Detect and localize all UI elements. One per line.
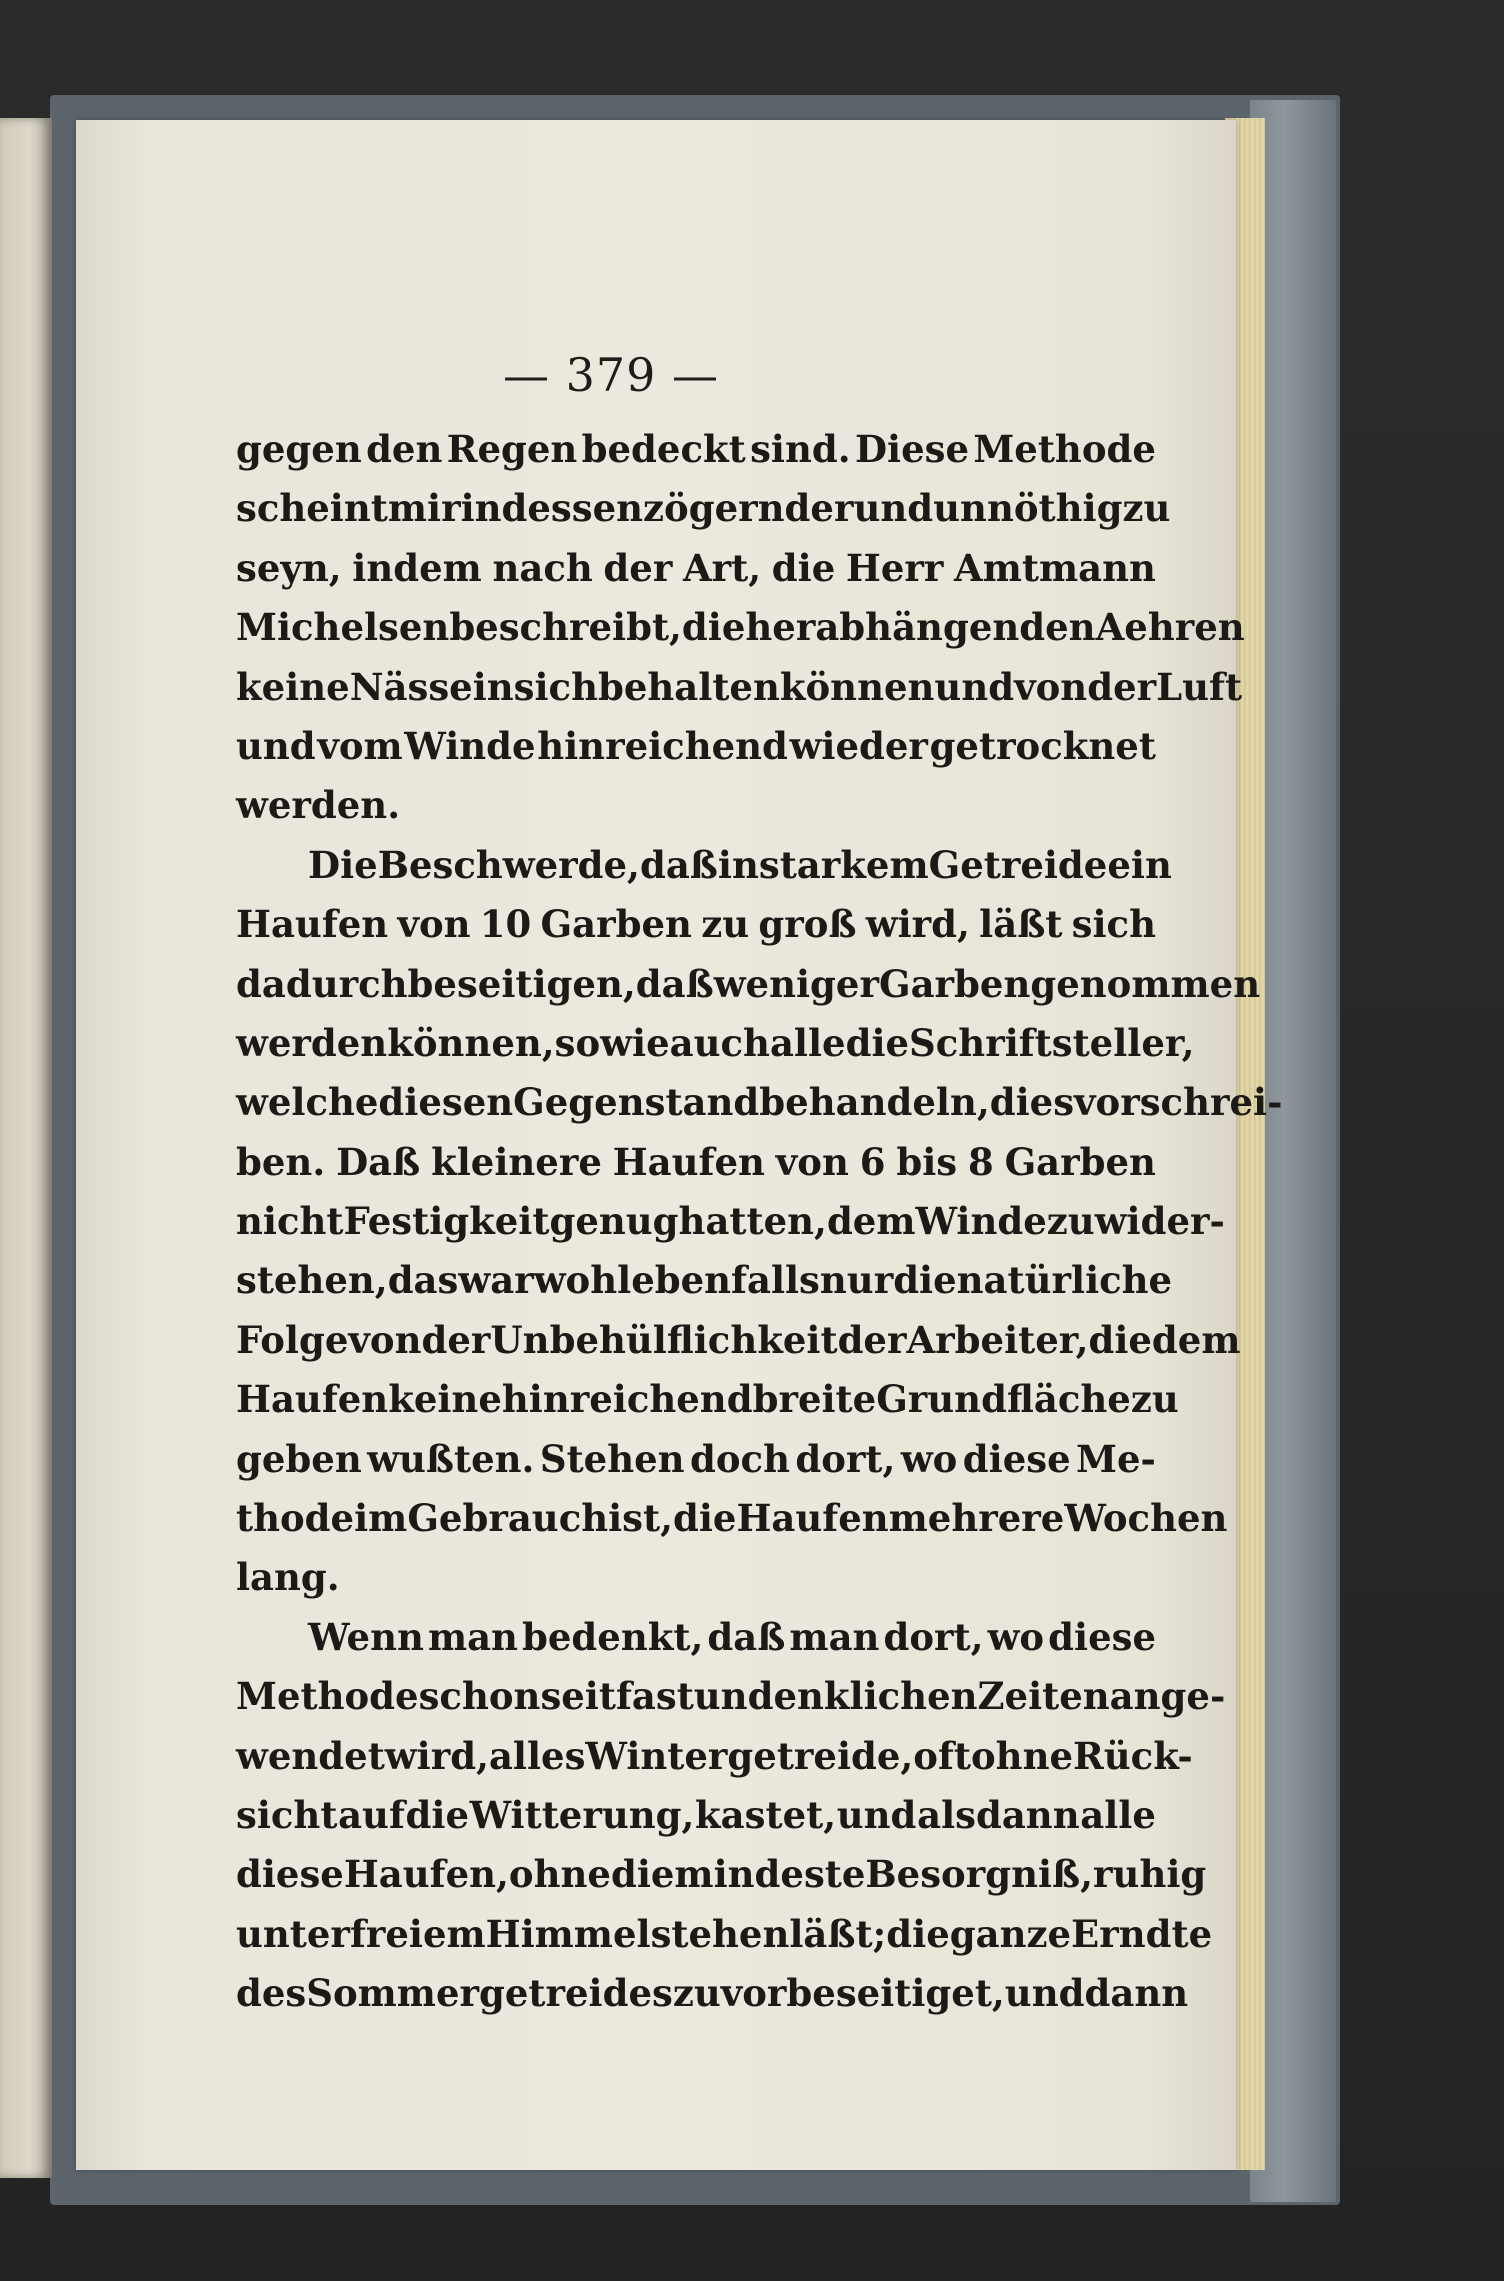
word: welche [236, 1080, 379, 1125]
word: Regen [446, 427, 578, 471]
word: wendet [236, 1733, 385, 1778]
word: werden [236, 1020, 388, 1065]
word: auch [669, 1020, 770, 1065]
word: Garben [540, 902, 692, 947]
word: von [1014, 664, 1088, 709]
word: wo [900, 1436, 958, 1481]
word: behalten [597, 664, 780, 709]
word: diese [236, 1852, 344, 1897]
word: Haufen [236, 902, 389, 947]
word: des [236, 1971, 307, 2016]
word: zuvor [672, 1971, 787, 2016]
word: keine [388, 1377, 502, 1422]
word: Haufen [236, 1377, 389, 1422]
word: beschreibt, [449, 605, 682, 650]
text-line [236, 1192, 1225, 1251]
word: läßt [979, 902, 1063, 947]
word: behandeln, [759, 1080, 990, 1125]
word: keine [236, 664, 350, 709]
text-line [236, 1608, 1156, 1667]
word: Luft [1156, 664, 1243, 709]
word: läßt; [789, 1911, 887, 1956]
word: stehen [650, 1911, 790, 1956]
text-line [236, 1786, 1156, 1845]
word: dort, [883, 1614, 984, 1659]
word: wird, [865, 902, 970, 947]
word: der [837, 1317, 907, 1362]
word: daß [639, 842, 718, 887]
word: den [366, 427, 443, 471]
word: können, [387, 1020, 555, 1065]
word: fast [615, 1674, 694, 1719]
word: die [886, 1911, 950, 1956]
word: beseitigen, [407, 961, 636, 1006]
word: zögernder [643, 486, 854, 531]
text-line [236, 1251, 1173, 1310]
text-line [236, 1311, 1241, 1370]
word: sind. [750, 427, 851, 471]
text-line [236, 1667, 1226, 1726]
word: Winde [915, 1199, 1047, 1244]
word: Besorgniß, [865, 1852, 1094, 1897]
word: natürliche [956, 1258, 1173, 1303]
word: gegen [236, 427, 362, 471]
word: ben. [236, 1139, 326, 1184]
word: Sommergetreides [306, 1971, 673, 2016]
word: Gegenstand [513, 1080, 760, 1125]
word: nur [819, 1258, 894, 1303]
word: Getreide [928, 842, 1108, 887]
word: daß [707, 1614, 786, 1659]
word: bedeckt [581, 427, 746, 471]
word: in [717, 842, 759, 887]
word: Rück- [1073, 1733, 1193, 1778]
word: der [421, 1317, 491, 1362]
text-line [236, 895, 1156, 954]
book-page [76, 120, 1283, 2170]
word: Methode [236, 1674, 419, 1719]
word: genug [549, 1199, 679, 1244]
word: indem [352, 545, 482, 590]
word: Garben [878, 961, 1031, 1006]
word: das [387, 1258, 459, 1303]
word: oft [913, 1733, 971, 1778]
left-page-edge [0, 118, 52, 2178]
word: 8 [967, 1139, 994, 1184]
word: dem [826, 1199, 916, 1244]
word: ruhig [1093, 1852, 1207, 1897]
text-line [236, 1489, 1228, 1548]
word: die [771, 545, 836, 590]
word: Wintergetreide, [585, 1733, 914, 1778]
word: diesen [378, 1080, 514, 1125]
word: auf [338, 1792, 405, 1837]
word: können [779, 664, 935, 709]
word: unnöthig [933, 486, 1123, 531]
text-line [236, 836, 1172, 895]
word: indessen [460, 486, 644, 531]
word: bis [896, 1139, 958, 1184]
word: Beschwerde, [377, 842, 640, 887]
word: getrocknet [929, 723, 1156, 768]
word: Wochen [1064, 1496, 1228, 1541]
word: ist, [608, 1496, 673, 1541]
word: Methode [973, 427, 1156, 471]
word: 6 [859, 1139, 886, 1184]
word: ohne [970, 1733, 1074, 1778]
word: seyn, [236, 545, 342, 590]
word: alle [769, 1020, 846, 1065]
word: Erndte [1071, 1911, 1213, 1956]
page-number: — 379 — [502, 348, 720, 402]
word: diese [962, 1436, 1071, 1481]
word: 10 [479, 902, 532, 947]
word: weniger [713, 961, 879, 1006]
word: Daß [336, 1139, 421, 1184]
word: ohne [508, 1852, 611, 1897]
word: dies [989, 1080, 1075, 1125]
word: starkem [758, 842, 929, 887]
text-line [236, 1727, 1193, 1786]
word: Himmel [485, 1911, 651, 1956]
word: wußten. [367, 1436, 535, 1481]
text-line: lang. [236, 1555, 340, 1600]
word: Stehen [539, 1436, 685, 1481]
text-line [236, 1133, 1156, 1192]
body-text [236, 420, 1283, 2024]
word: Herr [845, 545, 944, 590]
word: von [397, 902, 471, 947]
text-line [236, 1370, 1179, 1429]
word: kastet, [695, 1792, 837, 1837]
word: wider- [1094, 1199, 1225, 1244]
word: dadurch [236, 961, 408, 1006]
word: schon [418, 1674, 541, 1719]
word: die [1088, 1317, 1152, 1362]
word: geben [236, 1436, 362, 1481]
word: ganze [949, 1911, 1072, 1956]
word: Gebrauch [407, 1496, 609, 1541]
word: Die [308, 842, 378, 887]
word: hinreichend [501, 1377, 753, 1422]
word: mir [387, 486, 461, 531]
word: Festigkeit [343, 1199, 550, 1244]
word: alle [1080, 1792, 1156, 1837]
word: Haufen, [343, 1852, 509, 1897]
word: stehen, [236, 1258, 388, 1303]
word: Me- [1076, 1436, 1156, 1481]
word: von [775, 1139, 849, 1184]
word: vom [317, 723, 403, 768]
word: Art, [682, 545, 762, 590]
text-line [236, 598, 1245, 657]
word: die [681, 605, 746, 650]
word: wo [987, 1614, 1045, 1659]
word: ein [1107, 842, 1172, 887]
word: Aehren [1095, 605, 1245, 650]
word: Diese [854, 427, 969, 471]
text-line [236, 1964, 1189, 2023]
word: man [789, 1614, 880, 1659]
word: thode [236, 1496, 355, 1541]
word: mindeste [674, 1852, 866, 1897]
word: sicht [236, 1792, 338, 1837]
word: die [405, 1792, 469, 1837]
word: zu [1122, 486, 1171, 531]
word: beseitiget, [786, 1971, 1005, 2016]
word: Unbehülflichkeit [490, 1317, 838, 1362]
word: und [236, 723, 316, 768]
word: im [354, 1496, 408, 1541]
word: Michelsen [236, 605, 450, 650]
text-line [236, 1430, 1156, 1489]
word: und [1004, 1971, 1085, 2016]
word: dem [1151, 1317, 1241, 1362]
word: und [853, 486, 934, 531]
word: zu [701, 902, 750, 947]
word: dort, [795, 1436, 896, 1481]
word: Amtmann [954, 545, 1156, 590]
word: herabhängenden [745, 605, 1096, 650]
word: sich [1071, 902, 1156, 947]
text-line [236, 539, 1156, 598]
word: Arbeiter, [906, 1317, 1089, 1362]
word: der [603, 545, 673, 590]
word: Folge [236, 1317, 349, 1362]
word: die [610, 1852, 675, 1897]
word: Garben [1004, 1139, 1156, 1184]
text-line [236, 1014, 1195, 1073]
word: Winde [404, 723, 536, 768]
word: Witterung, [469, 1792, 695, 1837]
word: hinreichend [537, 723, 788, 768]
word: von [348, 1317, 422, 1362]
word: wieder [789, 723, 928, 768]
word: der [1087, 664, 1157, 709]
word: man [427, 1614, 518, 1659]
word: groß [758, 902, 857, 947]
text-line [236, 1905, 1213, 1964]
word: hatten, [678, 1199, 827, 1244]
word: scheint [236, 486, 388, 531]
word: wie [600, 1020, 670, 1065]
word: zu [1046, 1199, 1095, 1244]
word: Haufen [612, 1139, 765, 1184]
word: alles [488, 1733, 586, 1778]
word: war [458, 1258, 534, 1303]
text-line [236, 1845, 1207, 1904]
word: sich [513, 664, 598, 709]
word: wird, [384, 1733, 489, 1778]
text-line [236, 717, 1156, 776]
word: ebenfalls [631, 1258, 820, 1303]
word: dann [1084, 1971, 1189, 2016]
word: freiem [349, 1911, 486, 1956]
word: seit [540, 1674, 616, 1719]
word: und [934, 664, 1015, 709]
word: wohl [533, 1258, 632, 1303]
word: so [554, 1020, 601, 1065]
word: zu [1130, 1377, 1179, 1422]
word: Grundfläche [876, 1377, 1131, 1422]
word: Zeiten [977, 1674, 1110, 1719]
word: Haufen [736, 1496, 889, 1541]
word: undenklichen [693, 1674, 978, 1719]
word: und [836, 1792, 917, 1837]
word: Nässe [349, 664, 473, 709]
word: Schriftsteller, [909, 1020, 1195, 1065]
word: kleinere [431, 1139, 602, 1184]
word: genommen [1030, 961, 1261, 1006]
word: die [893, 1258, 957, 1303]
text-line [236, 479, 1171, 538]
word: die [672, 1496, 737, 1541]
word: daß [635, 961, 714, 1006]
word: ange- [1109, 1674, 1226, 1719]
word: mehrere [888, 1496, 1065, 1541]
text-line [236, 658, 1243, 717]
word: in [472, 664, 514, 709]
text-line: werden. [236, 783, 401, 828]
word: doch [689, 1436, 790, 1481]
word: vorschrei- [1074, 1080, 1283, 1125]
word: breite [752, 1377, 877, 1422]
word: diese [1048, 1614, 1156, 1659]
word: alsdann [917, 1792, 1080, 1837]
word: unter [236, 1911, 350, 1956]
word: Wenn [308, 1614, 424, 1659]
word: nach [492, 545, 593, 590]
text-line [236, 1073, 1283, 1132]
word: die [845, 1020, 910, 1065]
text-line [236, 420, 1156, 479]
text-line [236, 955, 1261, 1014]
word: nicht [236, 1199, 344, 1244]
word: bedenkt, [522, 1614, 704, 1659]
